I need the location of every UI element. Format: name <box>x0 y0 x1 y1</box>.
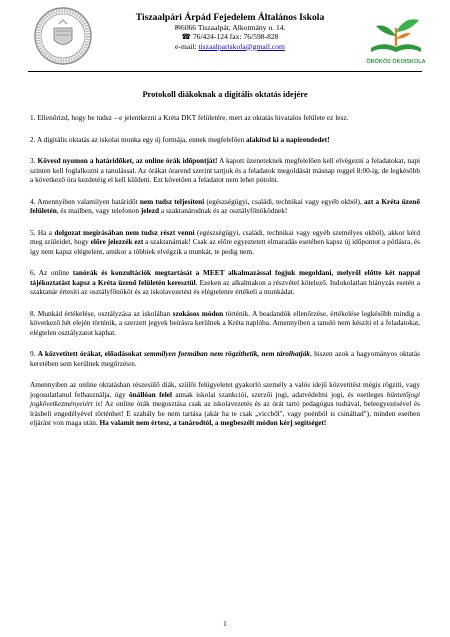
school-name: Tiszaalpári Árpád Fejedelem Általános Iskola <box>135 12 325 23</box>
document-body <box>30 113 420 428</box>
item-8: 8. Munkád értékelése, osztályzása az iskolában szokásos módon történik. A beadandók ellenőrzése, értékelése legkésőbb mindig a következő hét elején történik, a szerzett jegyek beírásra kerülnek a Kréta naplóba. Amennyiben a tanuló nem készíti el a feladatokat, elégtelen osztályzatot kaphat. <box>30 308 421 337</box>
closing-paragraph: Amennyiben az online oktatásban részesülő diák, szülői felügyeletet gyakorló személy a valós idejű közvetítést mégis rögzíti, vagy jogosulatlanul felhasználja, úgy önállóan felel annak iskolai szankciói, szerzői jogi, adatvédelmi jogi, és esetleges büntetőjogi jogkövetkezményeiért is! Az online órák megosztása csak az iskolavezetés és az órát tartó pedagógus tudtával, beleegyezésével és írásbeli engedélyével történhet! E szabály be nem tartása (akár ha te csak „viccből", vagy poénból is csináltad"), minden esetben eljárást von maga után. Ha valamit nem értesz, a tanárodtól, a megbeszélt módon kérj segítséget! <box>30 380 421 427</box>
address: ✉6066 Tiszaalpár, Alkotmány u. 14. <box>174 23 286 32</box>
school-seal-icon <box>33 6 93 66</box>
letterhead-text <box>90 12 370 51</box>
item-6: 6. Az online tanórák és konzultációk megtartását a MEET alkalmazással fogjuk megoldani, melyről előtte két nappal tájékoztatást kapsz a Kréta üzenő felületén keresztül. Ezeken az alkalmakon a részvétel kötelező. Indokolatlan hiányzás esetén a szaktanár értesíti az osztályfőnököt és az iskolavezetést és elégtelenre értékeli a munkádat. <box>30 268 421 296</box>
item-2: 2. A digitális oktatás az iskolai munka egy új formája, ennek megfelelően alakítsd ki a napirendedet! <box>30 134 330 144</box>
item-9: 9. A közvetített órákat, előadásokat semmilyen formában nem rögzíthetik, nem tárolhatják, hiszen azok a hagyományos oktatás keretében sem kerülnek megőrzésre. <box>30 349 421 368</box>
document-title: Protokoll diákoknak a digitális oktatás idejére <box>142 90 308 99</box>
page-number: 1 <box>223 619 227 628</box>
email-line <box>90 42 370 51</box>
letterhead <box>30 6 425 70</box>
email-link[interactable]: tiszaalpariskola@gmail.com <box>198 41 285 51</box>
item-3: 3. Kövesd nyomon a határidőket, az online órák időpontját! A kapott üzeneteknek megfelelően kell elvégezni a feladatokat, napi szinten kell foglalkozni a tanulással. Az órákat órarend szerint tartjuk és a feladatok megoldását másnap reggel 8:00-ig, de legkésőbb a következő óra kezdetéig el kell küldeni. Ezt követően a feladatot nem lehet pótolni. <box>30 156 420 184</box>
email-label: e-mail: <box>175 41 199 51</box>
item-4: 4. Amennyiben valamilyen határidőt nem tudsz teljesíteni (egészségügyi, családi, technikai vagy egyéb okból), azt a Kréta üzenő felületén, és mailben, vagy telefonon jelezd a szaktanárodnak és az osztályfőnöködnek! <box>30 196 420 215</box>
eco-school-logo-icon <box>363 8 429 68</box>
item-5: 5. Ha a dolgozat megírásában nem tudsz részt venni (egészségügyi, családi, technikai vagy egyéb személyes okból), akkor kérd meg szüleidet, hogy előre jelezzék ezt a szaktanárnak! Csak az előre egyeztetett elmaradás esetében kapsz új időpontot a pótlásra, és így nem kapsz elégtelent, amikor a többiek elvégzik a munkát, te pedig nem. <box>30 227 421 256</box>
header-divider <box>28 71 422 72</box>
eco-logo-text: ÖRÖKÖS ÖKOISKOLA <box>366 59 426 65</box>
phone-fax: ☎ 76/424-124 fax: 76/598-828 <box>181 32 279 42</box>
item-1: 1. Ellenőrizd, hogy be tudsz – e jelentkezni a Kréta DKT felületére, mert az oktatás hivatalos felülete ez lesz. <box>30 113 349 122</box>
